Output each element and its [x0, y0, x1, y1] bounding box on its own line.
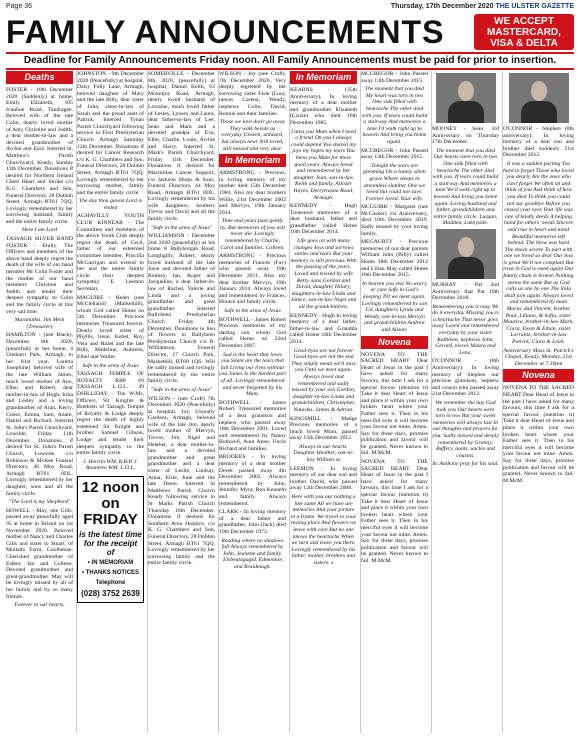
- column-7: [432, 71, 499, 733]
- notice-tassagh-lol: TASSAGH TEMPLE OF ROYALTY RBP 69 TASSAGH L.O.L. 49 DHILLIDAY - The W.Ms, Officers, Sir Knights & Brethren of Tassagh Temple of Royalty & Lodge deeply regret the death of highly esteemed Sir Knight and brother Samuel Gibson, Lodge and tender their deepest sympathy to the entire family circle.: [77, 371, 144, 457]
- page-number: Page 36: [6, 3, 33, 10]
- section-header-deaths: Deaths: [6, 71, 73, 84]
- notice-tassagh-lol-sign: J. Herron WM. R.B.P. J. Rountree WM. L.O.L.: [83, 458, 138, 472]
- memoriam-kennedy-verse: Life goes on with many changes Joys and sorrows smiles and tears But your memory is still precious With the passing of the years. Loved and missed by wife Betty, sons Gordon and David, daughter Hilary, daughters-in-law Linda and Janice, son-in-law Nigel and all the grandchildren.: [290, 238, 357, 310]
- notice-johnston-sign: The day thou gavest Lord is ended: [78, 198, 143, 211]
- section-header-in-memoriam: In Memoriam: [290, 71, 357, 84]
- memoriam-mcguirk: MCGUIRK - Margaret (nee McCusker) 1st Anniversary, died 10th December 2019. Sadly missed by your loving family.: [361, 204, 428, 237]
- advert-item-thanks: • THANKS NOTICES: [81, 570, 140, 577]
- memoriam-bothwell-verse: Sad is the heart that loves you Silent are the tears that fall Living our lives without you James Is the hardest part of all. Lovingly remembered and never forgotten by his Mum.: [219, 351, 286, 398]
- card-payment-badge: [474, 14, 574, 50]
- memoriam-megaurty-verse: In heaven you rest No worry or care Safe in God's keeping Till we meet again. Lovingly remembered by son Ud, daughters Lynda and Wendy, son-in-law Mervyn and grandchildren Andrew and Alison.: [361, 280, 428, 333]
- memoriam-oconnor-grandson-verse: We remember the day God took you Our hearts were torn in two But your sweet memories will always last In our thoughts and prayers for you. Sadly missed and deeply remembered by Granny, Buffery, aunts, uncles and cousins.: [432, 400, 499, 459]
- memoriam-mcgregor-2-verse: Tonight the stars are gleaming On a lonely silent grave Where sleeps in dreamless slumber One we loved but could not save. Forever loved. Your wife.: [363, 162, 426, 202]
- advert-telephone-label: Telephone: [95, 580, 126, 587]
- notice-wilson-sister: WILSON - Joy (nee Croft), 7th December 2020. Very deeply regretted by her sorrowing sister Elsie (Lou), nieces Carena, Wendy, nephews Colin, David, Ronnie and their families.: [219, 71, 286, 117]
- notice-somerville: SOMERVILLE - December 8th, 2020, (peacefully) at hospital, Daniel Keith, 63 Mountjoy Road, Armagh, dearly loved husband of Lorraine, much loved father of Lesley, Lynsey and Laura, dear father-in-law of Lee, Sean and Mark and a devoted grandpa of Eva, Ellie, Charlie, Louie, Archie and Harry. Interred St. Mark's Parish Churchyard, Friday 11th December. Donations if desired for Macmillan Cancer Support, c/o Jackson Shops & Sons, Funeral Directors, 44 Moy Road, Armagh BT61 8DL. Lovingly remembered by his wife daughters, brothers Trevor and David and all the family circle.: [148, 71, 215, 223]
- memoriam-mooney: MOONEY - Sean. 3rd Anniversary on Thursday 17th December.: [432, 126, 499, 146]
- header: [6, 14, 574, 50]
- memoriam-armstrong: ARMSTRONG - Precious, in loving memory of my mother died 15th December 1984. Also my dear brothers Willie, 21st December 2002 and Mervyn, 19th January 2014.: [219, 170, 286, 216]
- memoriam-kearns-verse: I miss you Mum when I need a friend On you I always could depend You shared my joys my hopes my tears You bless you Mum for these good years. Always loved and remembered by her daughter Jean, son-in-law Keith and family. Allister Hayes, Derrytrasna Road, Armagh.: [290, 128, 357, 201]
- column-5: [290, 71, 357, 733]
- memoriam-armstrong-2: ARMSTRONG - Precious memories of Frances (Fay) who passed away 19th December 2011. Also my dear brother Mervyn, 19th January 2014. Always loved and remembered by Frances, Horace and family circle.: [219, 253, 286, 306]
- novena-notice-1: NOVENA TO THE SACRED HEART Dear Heart of Jesus in the past I have asked for many favours, this time I ask for a special favour (mention it) Take it dear Heart of Jesus and place it within your own broken heart where your Father sees it. Then in his merciful eyes it will become your favour not mine. Amen. Say for three days, promise publication and favour will be granted. Never known to fail. M.McM.: [361, 351, 428, 457]
- notice-tassagh-band-sign: Maranatha. Jim Mein (Treasurer): [14, 317, 65, 330]
- notice-johnston: JOHNSTON - 9th December 2020 (Peacefully) at hospital, Daisy Folly Lane, Armagh, beloved daughter of Mary and the late Billy, dear sister of John, sister-in-law of Sarah and the proud aunt of Patrick. Interred Tynan Parish Churchyard following service in First Presbyterian Church Armagh Saturday 12th December. Donations if desired for Cancer Research c/o K. G. Chambers and Son, Funeral Directors, 28 Dobbin Street, Armagh BT61 7QQ. Lovingly remembered by her sorrowing mother, family and the entire family circle.: [77, 71, 144, 196]
- column-4: [219, 71, 286, 733]
- column-1: [6, 71, 73, 733]
- card-line-1: WE ACCEPT: [494, 16, 554, 27]
- memoriam-mooney-verse: The moment that you died Our hearts were torn in two One side filled with heartache The other died with you. If tears could build a stairway And memories a lane We'd walk right up to heaven And bring you home again. Loving husband and father, grandchildren and entire family circle. Lurgan, Madden, Lakeyside.: [432, 147, 499, 227]
- column-2: [77, 71, 144, 733]
- card-line-3: VISA & DELTA: [490, 38, 558, 49]
- photo-oconnor: [509, 73, 569, 123]
- column-6: [361, 71, 428, 733]
- memoriam-murray: MURRAY - Pat 2nd Anniversary that Pat 19th December 2018.: [432, 281, 499, 302]
- notice-williamson-sign: "Safe in the arms of Jesus": [150, 386, 213, 393]
- photo-mooney: [436, 73, 496, 123]
- notice-wilson-verse: Those we love don't go away They walk beside us everyday Unseen, unheard, but always near Still loved, still missed and very dear.: [219, 119, 286, 152]
- notice-tassagh-band: TASSAGH SILVER BAND FOSTER - Emily. The Officers and members of the above band deeply regret the death of the wife of our band member Mr Colin Foster and the mother of our band members Christine and Judith and tender their deepest sympathy to Colin and the family circle at this very sad time.: [6, 236, 73, 315]
- paper-name: THE ULSTER GAZETTE: [495, 3, 574, 10]
- memoriam-brookes: BROOKES - In loving memory of a dear brother Derek passed away 4th December 2002. Always remembered by John, Jennifer, Myra, Ron Kenneth and family. Always remembered.: [219, 454, 286, 507]
- notice-foster-sign: Here I am Lord: [21, 227, 58, 234]
- announcement-columns: [6, 71, 574, 733]
- memoriam-bothwell: BOTHWELL - James Robert Precious memories of my darling son whom God called Home on 22nd December 2007.: [219, 316, 286, 349]
- memoriam-oconnor: O'CONNOR - Stephen (8th anniversary). In loving memory of a dear son and brother died suddenly 21st December 2012.: [503, 126, 574, 159]
- memoriam-kennedy-2-verse: Good-byes are not forever Good-byes are not the end They simply mean we'll miss you Until we meet again. Always loved and remembered and sadly missed by your son Gordon, daughter-in-law Linda and grandchildren, Christopher, Natasha, James & Adrian.: [291, 347, 356, 413]
- column-3: [148, 71, 215, 733]
- memoriam-oconnor-grandson-sign: St. Anthony pray for his soul.: [432, 461, 499, 468]
- novena-notice-3: NOVENA TO THE SACRED HEART Dear Heart of Jesus in the past I have asked for many favours, this time I ask for a special favour (mention it) Take it dear Heart of Jesus and place it within your own broken heart where your Father sees it. Then in his merciful eyes it will become your favour not mine. Amen. Say for three days, promise publication and favour will be granted. Never known to fail. M.McM.: [503, 385, 574, 484]
- memoriam-kennedy-2: KENNEDY - Hugh In loving memory of a dear father, father-in-law and Grandda called Home 16th December 2014.: [290, 312, 357, 345]
- memoriam-kingsmill-verse: Always in our hearts. Daughter Heather, son-in-law William xx: [293, 443, 354, 464]
- column-8: [503, 71, 574, 733]
- memoriam-mcgregor-verse: The moment that you died My heart was torn in two One side filled with heartache The other died with you. If tears could build a stairway And memories a lane I'd walk right up to heaven And bring you home again.: [361, 86, 428, 145]
- memoriam-megaurty: MEGAURTY - Precious memories of our dear parents William John (Billy) called Home 18th December 2012 and Lilian May called Home 18th December 2015.: [361, 239, 428, 279]
- issue-date: [391, 3, 574, 10]
- card-line-2: MASTERCARD,: [487, 27, 561, 38]
- memoriam-murray-verse: Remembering you is easy We do it everyday Missing you is a heartache That never goes away Loved and remembered everyday by your sister Kathleen, nephews John, Gerard, nieces Maura and Lena.: [432, 303, 499, 356]
- deadline-advert: [77, 476, 144, 603]
- notice-howell-sign: Forever in our hearts.: [14, 602, 65, 609]
- notice-maguire: MAGUIRE - Helen (nee McClelland) (Markethill), whom God called Home on 5th December. Precious memories Treasured forever. Dearly loved sister of Phyllis, Irene, Isobel, Roy, Vera and Hazel and the late Billy, Madeline, Aubreen, Ethel and Walter.: [77, 294, 144, 360]
- novena-notice-2: NOVENA TO THE SACRED HEART Dear Heart of Jesus in the past I have asked for many favours, this time I ask for a special favour (mention it) Take it dear Heart of Jesus and place it within your own broken heart where your Father sees it. Then in his merciful eyes it will become your favour not mine. Amen. Say for three days, promise publication and favour will be granted. Never known to fail. M.McM.: [361, 459, 428, 564]
- memoriam-kennedy: KENNEDY - Hugh Treasured memories of a dear husband, father and grandfather called Home 16th December 2014.: [290, 203, 357, 236]
- issue-date-text: Thursday, 17th December 2020: [390, 3, 494, 10]
- notice-howell: HOWELL - May, née Gills, passed away peacefully aged 95 at home in Bristol on 1st November 2020. Beloved mother of Nancy and Charles Gills and sister to Stuart, of Mullatts Farm, Coolbeban. Cherished grandmother of Esther, Ian and Colleen. Devoted grandmother and great-grandmother. May will be lovingly missed by all of her family and by so many friends.: [6, 507, 73, 600]
- notice-maguire-sign: Safe in the arms of Jesus: [82, 362, 139, 369]
- page-title: FAMILY ANNOUNCEMENTS: [6, 14, 445, 50]
- page-topbar: [6, 2, 574, 12]
- memoriam-mcgregor-2: MCGREGOR - John Passed away 13th December 2015.: [361, 147, 428, 161]
- advert-headline: 12 noon on FRIDAY: [81, 479, 140, 529]
- advert-item-in-memoriam: • IN MEMORIAM: [87, 560, 134, 567]
- notice-somerville-sign: "Safe in the arms of Jesus": [150, 224, 213, 231]
- notice-hamilton: HAMILTON - (née Black), December 8th 2020, (peacefully at her home, 4 Uttsburn Park, Armagh, in her 81st year, Loretta Josephine) beloved wife of the late William James, much loved mother of Ann, Ellen and Robert, dear mother-in-law of Hugh, Irina and Lesley and a loving grandmother of Aran, Kerry, Conor, Emma, Sam, Adam, Daniel and Richard. Interred St. John's Parish Churchyard, Lowside, Friday 11th December. Donations if desired for St. John's Parish Church, Lowside. c/o Robinson & McKee Funeral Directors, 46 Moy Road, Armagh BT61 8DL. Lovingly remembered by her daughter, sons and all the family circle.: [6, 332, 73, 497]
- advert-phone: (028) 3752 2639: [81, 589, 140, 599]
- section-header-novena: Novena: [361, 336, 428, 349]
- memoriam-leemon-verse: Here with you our nothing a line same All we have are memories And your picture in a frame. We travel to your resting place And flowers we leave with care But no one knows the heartache When we turn and leave you there. Lovingly remembered by his father, mother, brothers and sisters. x: [290, 494, 357, 566]
- notice-wilson: WILSON - (nee Croft) 7th December 2020 (Peacefully) at hospital, Joy, Ussually Gardens, Armagh, beloved wife of the late Jim, dearly loved mother of Mervyn, Trevor, Jim, Nigel and Heather, a dear mother-in-law and a devoted grandmother and great grandmother and a dear sister of Leslie, Lindsay, Anna, Elsie, June and the late Deere. Interred St Matthews Parish Church Keady following service in St Marks Parish Church Thursday 10th December. Donations if desired for Southern Area Hospice, c/o K. G. Chambers and Son, Funeral Directors, 28 Dobbin Street, Armagh BT61 7QQ. Lovingly remembered by her sorrowing family and the entire family circle.: [148, 395, 215, 567]
- notice-foster: FOSTER - 10th December 2020 (Suddenly) at home, Emily Elizabeth, 105 Ivanhoe Road, Tandragee. Beloved wife of the late Colin, dearly loved mother of Ann, Christine and Judith, a dear mother-in-law and a devoted grandmother of Archie and Ezra. Interred St. Matthew's Parish Churchyard, Keady, Sunday 13th December. Donations if desired for Northern Ireland Chest Heart and Stroke c/o K.G. Chambers and Son, Funeral Directors. 28 Dobbin Street, Armagh BT61 7QQ. Lovingly remembered by her sorrowing husband, family and the entire family circle.: [6, 87, 73, 225]
- memoriam-oconnor-mass: Anniversary Mass St. Patrick's Chapel, Keady, Monday, 21st December at 7.30pm: [503, 347, 574, 367]
- memoriam-bothwell-2: BOTHWELL - James Robert. Treasured memories of a dear grandson and nephew who passed away 18th December 2001. Loved and remembered by Nanny Bothwell, Aunt Anne, Uncle Richard and families.: [219, 399, 286, 452]
- memoriam-oconnor-grandson: O'CONNOR - (8th Anniversary). In loving memory of Stephen our precious grandson, nephew and cousin who passed away 21st December 2012.: [432, 358, 499, 398]
- memoriam-mcgregor: MCGREGOR - John Passed away 13th December 2015.: [361, 71, 428, 84]
- memoriam-clark-verse: Reading where no shadows fall Always remembered by John, Jeanette and family. Elsbeatagagtd, Edmonton and Braidmagh.: [221, 537, 284, 570]
- memoriam-armstrong-2-sign: Safe in the arms of Jesus: [224, 308, 281, 314]
- deadline-banner: Deadline for Family Announcements Friday noon. All Family Announcements must be paid for prior to insertion.: [6, 52, 574, 70]
- memoriam-kearns: KEARNS - (35th Anniversary), In loving memory of a dear mother and grandmother Elizabeth (Lizzie) who died 16th December 1985.: [290, 87, 357, 126]
- notice-williamson: WILLIAMSON - December 2nd 2020 (peacefully) at his home 8 Ballyhorgan Road, Loughgilly, Robert, dearly loved husband of the late Josie and devoted father of Rodney, Ian, Roger and Jacqueline, a dear father-in-law of Rachel, Valerie and Linda and a loving grandfather and great grandfather. Interred Ballybeen Presbyterian Church Friday 4th December. Donations in lieu of flowers to Ballybeen Presbyterian Church c/o R. Williamson, Funeral Director, 17 Church Park, Markethill, BT60 1QS. Will be sadly missed and lovingly remembered by the entire family circle.: [148, 233, 215, 385]
- memoriam-leemon: LEEMON - In loving memory of our dear son and brother David, who passed away 12th December 2008.: [290, 465, 357, 492]
- memoriam-clark: CLARK - In loving memory of a dear father and grandfather, John (Jack) died 19th December 1973.: [219, 509, 286, 535]
- notice-hamilton-sign: "The Lord is my Shepherd": [8, 499, 71, 506]
- advert-italic: is the latest time for the receipt of: [79, 530, 142, 558]
- memoriam-kingsmill: KINGSMILL - Madge Precious memories of a much loved Mum, passed away 15th December 2012.: [290, 415, 357, 442]
- memoriam-oconnor-verse: It was a sudden parting Too hard to forget Those who loved you dearly Are the ones who can't forget We often sit and think of you And think of how you died To think you could not say goodbye Before you closed your eyes Your life was one of kindly deeds A helping hand for others' needs Sincere and true in heart and mind Beautiful memories left behind. The blow was hard The shock severe To part with one we loved so dear Our loss is great We'll not complain But trust in God to meet again Our family chain is broken Nothing seems the same But as God calls us one by one The links shall join again. Always loved and remembered by mum Maria, dad Vincent, brother Paul, Liliana, & Sofia, sister Maurice, brother-in-law Mark, Ciara, Dean & Ethan, sister Lorraine, brother-in-law Patrick, Ciara & Leah.: [503, 160, 574, 345]
- notice-aghavilly: AGHAVILLY YOUTH CLUB KINNEAR - The Committee and members of the above Youth Club deeply regret the death of Cecil, father of our esteemed committee member, Priscilla McGarrigan and extend to her and the entire family circle their deepest sympathy. E. Leemon Secretary.: [77, 213, 144, 292]
- memoriam-armstrong-verse: Time and years pass gently by, But memories of you will never die. Lovingly remembered by Charlie, Carol and families. Colleen.: [220, 218, 285, 251]
- section-header-novena: Novena: [503, 369, 574, 382]
- section-header-in-memoriam: In Memoriam: [219, 154, 286, 167]
- photo-murray: [436, 229, 496, 279]
